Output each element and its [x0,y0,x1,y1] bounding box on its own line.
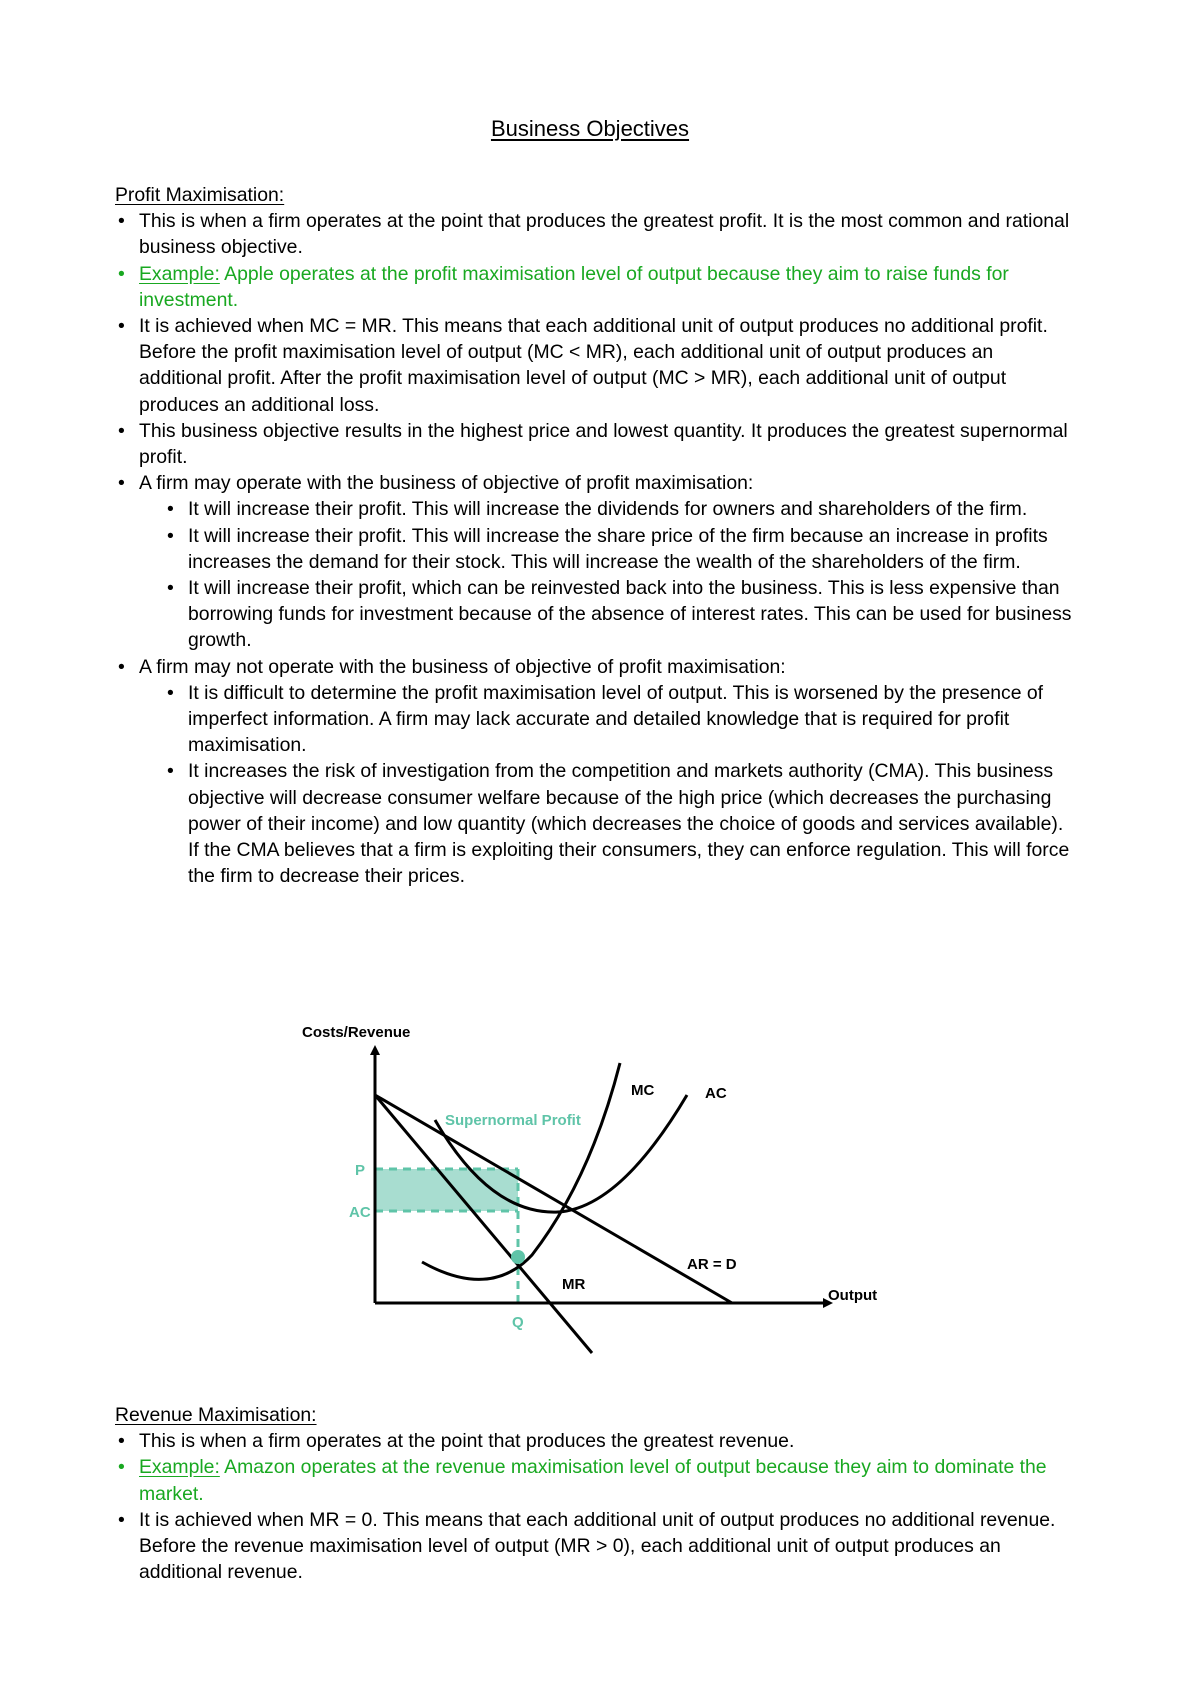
profit-maximisation-diagram [300,1000,900,1360]
mc-label: MC [631,1082,655,1099]
revenue-bullet-list [115,1428,1075,1585]
example-text: Amazon operates at the revenue maximisation level of output because they aim to dominate the market. [139,1456,1047,1505]
revenue-section-heading: Revenue Maximisation: [115,1404,317,1426]
mc-mr-intersection-point [511,1250,525,1264]
example-text: Apple operates at the profit maximisation level of output because they aim to raise funds for investment. [139,262,1009,311]
mr-label: MR [562,1276,586,1293]
example-label: Example: [139,262,220,285]
profit-bullet-may-not-operate [115,654,1075,890]
sub-list-item: • It will increase their profit, which can be reinvested back into the business. This is less expensive than borrowing funds for investment because of the absence of interest rates. This can be used for business growth. [164,575,1075,654]
ac-tick-label: AC [349,1204,371,1221]
revenue-bullet-example [115,1454,1075,1506]
mr-curve [375,1095,592,1353]
sub-list-item: • It will increase their profit. This will increase the dividends for owners and shareholders of the firm. [164,496,1075,522]
sub-list-item: • It is difficult to determine the profit maximisation level of output. This is worsened by the presence of imperfect information. A firm may lack accurate and detailed knowledge that is required for profit maximisation. [164,680,1075,759]
revenue-maximisation-section [115,1402,1075,1585]
ar-label: AR = D [687,1256,737,1273]
ac-curve-label: AC [705,1085,727,1102]
price-tick-label: P [355,1162,366,1179]
x-axis-label: Output [828,1287,878,1304]
profit-bullet-mc-mr: • It is achieved when MC = MR. This means that each additional unit of output produces no additional profit. Before the profit maximisation level of output (MC < MR), each additional unit of output produces an additional profit. After the profit maximisation level of output (MC > MR), each additional unit of output produces an additional loss. [115,313,1075,418]
may-operate-sublist [164,496,1075,653]
profit-bullet-result: • This business objective results in the highest price and lowest quantity. It produces the greatest supernormal profit. [115,418,1075,470]
profit-bullet-list [115,208,1075,889]
may-not-operate-text: A firm may not operate with the business of objective of profit maximisation: [139,655,786,678]
profit-bullet-definition: • This is when a firm operates at the point that produces the greatest profit. It is the most common and rational business objective. [115,208,1075,260]
document-title: Business Objectives [490,116,690,141]
revenue-bullet-definition: • This is when a firm operates at the point that produces the greatest revenue. [115,1428,1075,1454]
supernormal-profit-label: Supernormal Profit [445,1112,581,1129]
profit-bullet-example [115,261,1075,313]
profit-maximisation-section [115,182,1075,889]
profit-section-heading: Profit Maximisation: [115,184,285,206]
sub-list-item: • It increases the risk of investigation from the competition and markets authority (CMA). This business objective will decrease consumer welfare because of the high price (which decreases the purchasing power of their income) and low quantity (which decreases the choice of goods and services available). If the CMA believes that a firm is exploiting their consumers, they can enforce regulation. This will force the firm to decrease their prices. [164,758,1075,889]
profit-bullet-may-operate [115,470,1075,653]
quantity-tick-label: Q [512,1314,524,1331]
supernormal-profit-area [375,1169,518,1211]
example-label: Example: [139,1456,220,1479]
sub-list-item: • It will increase their profit. This will increase the share price of the firm because an increase in profits increases the demand for their stock. This will increase the wealth of the shareholders of the firm. [164,523,1075,575]
may-operate-text: A firm may operate with the business of objective of profit maximisation: [139,472,754,495]
may-not-operate-sublist [164,680,1075,890]
revenue-bullet-mr-zero: • It is achieved when MR = 0. This means that each additional unit of output produces no additional revenue. Before the revenue maximisation level of output (MR > 0), each additional unit of output produces an additional revenue. [115,1507,1075,1586]
y-axis-label: Costs/Revenue [302,1024,411,1041]
